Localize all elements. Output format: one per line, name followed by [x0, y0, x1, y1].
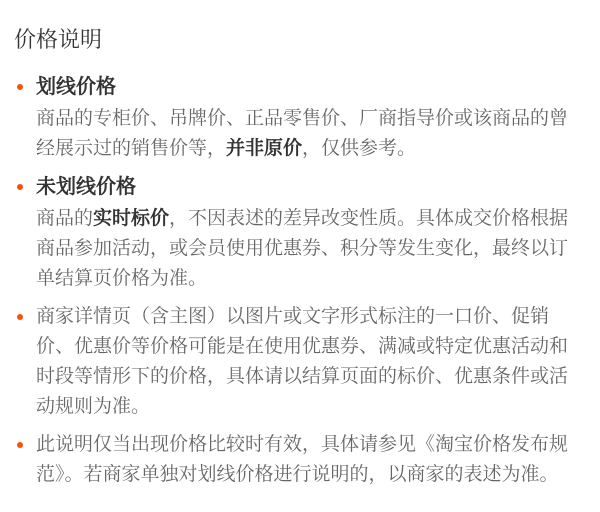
bullet-icon: [17, 442, 23, 448]
text-segment: ，仅供参考。: [302, 138, 417, 159]
list-item: [36, 430, 580, 490]
bullet-icon: [17, 84, 23, 90]
section-heading: 划线价格: [36, 76, 116, 98]
text-segment: ，不因表述的差异改变性质。具体成交价格根据商品参加活动，或会员使用优惠券、积分等发生变化，最终以订单结算页价格为准。: [36, 208, 569, 289]
section-paragraph: [36, 104, 580, 164]
list-item: [36, 72, 580, 164]
section-heading: 未划线价格: [36, 176, 136, 198]
list-item: [36, 302, 580, 422]
text-segment-emphasis: 实时标价: [93, 208, 170, 229]
section-paragraph: [36, 430, 580, 490]
section-list: [14, 72, 580, 490]
section-paragraph: [36, 204, 580, 294]
text-segment: 此说明仅当出现价格比较时有效，具体请参见《淘宝价格发布规范》。若商家单独对划线价格进行说明的，以商家的表述为准。: [36, 434, 569, 485]
page-title: 价格说明: [14, 27, 103, 52]
text-segment-emphasis: 并非原价: [226, 138, 303, 159]
text-segment: 商家详情页（含主图）以图片或文字形式标注的一口价、促销价、优惠价等价格可能是在使用优惠券、满减或特定优惠活动和时段等情形下的价格，具体请以结算页面的标价、优惠条件或活动规则为准。: [36, 306, 569, 417]
bullet-icon: [17, 184, 23, 190]
bullet-icon: [17, 314, 23, 320]
list-item: [36, 172, 580, 294]
section-paragraph: [36, 302, 580, 422]
text-segment: 商品的: [36, 208, 94, 229]
text-segment: 商品的专柜价、吊牌价、正品零售价、厂商指导价或该商品的曾经展示过的销售价等，: [36, 108, 569, 159]
